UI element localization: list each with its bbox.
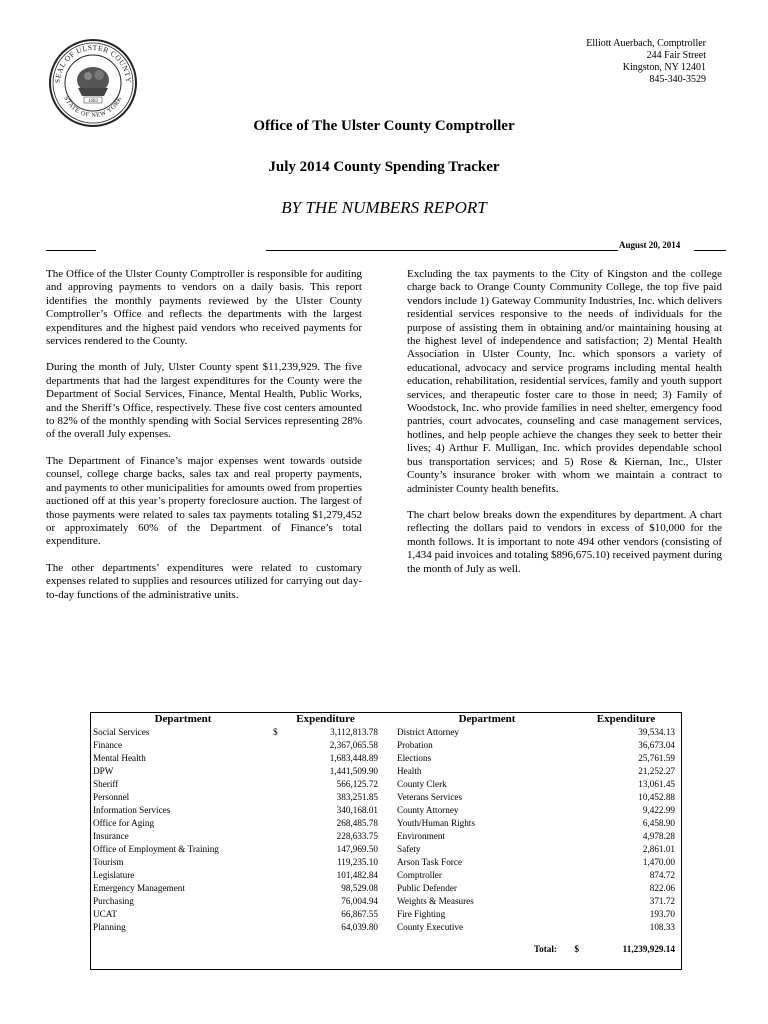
expenditure-cell: 371.72	[649, 896, 675, 906]
expenditure-table	[90, 712, 682, 970]
expenditure-cell: 1,441,509.90	[329, 766, 378, 776]
department-cell: Mental Health	[93, 753, 146, 763]
table-row	[397, 895, 675, 908]
office-title: Office of The Ulster County Comptroller	[253, 118, 515, 134]
expenditure-cell: 21,252.27	[638, 766, 675, 776]
expenditure-cell: 2,861.01	[642, 844, 675, 854]
table-row	[93, 869, 378, 882]
department-header: Department	[154, 713, 212, 725]
expenditure-cell: 566,125.72	[336, 779, 378, 789]
table-row	[397, 726, 675, 739]
paragraph: The Department of Finance’s major expenses went towards outside counsel, college charge backs, sales tax and real property payments, and payments to other municipalities for amounts owed from properties auctioned off at this year’s property foreclosure auction. The largest of those payments were related to sales tax payments totaling $1,279,452 or approximately 60% of the Department of Finance’s total expenditure.	[46, 454, 362, 548]
table-row	[397, 856, 675, 869]
expenditure-cell: 383,251.85	[336, 792, 378, 802]
table-row	[397, 843, 675, 856]
currency-cell	[273, 817, 285, 830]
expenditure-cell: 193.70	[649, 909, 675, 919]
expenditure-cell: 108.33	[649, 922, 675, 932]
expenditure-cell: 1,683,448.89	[329, 753, 378, 763]
table-right-half	[397, 713, 675, 934]
county-seal-logo	[48, 38, 138, 128]
expenditure-cell: 9,422.99	[642, 805, 675, 815]
currency-cell	[273, 869, 285, 882]
department-cell: Weights & Measures	[397, 896, 474, 906]
department-cell: Personnel	[93, 792, 130, 802]
currency-cell	[273, 830, 285, 843]
divider-line	[694, 250, 726, 251]
department-cell: DPW	[93, 766, 114, 776]
table-row	[93, 921, 378, 934]
currency-cell	[273, 765, 285, 778]
department-cell: Elections	[397, 753, 432, 763]
expenditure-cell: 10,452.88	[638, 792, 675, 802]
table-left-half	[93, 713, 378, 934]
department-cell: Environment	[397, 831, 445, 841]
table-row	[93, 791, 378, 804]
department-cell: UCAT	[93, 909, 117, 919]
address-line: Elliott Auerbach, Comptroller	[586, 38, 706, 49]
svg-text:1683: 1683	[88, 99, 98, 104]
report-title: BY THE NUMBERS REPORT	[281, 198, 487, 217]
table-row	[93, 765, 378, 778]
table-row	[93, 882, 378, 895]
table-row	[397, 791, 675, 804]
comptroller-address	[586, 38, 706, 86]
department-cell: Veterans Services	[397, 792, 463, 802]
table-row	[93, 908, 378, 921]
svg-text:SEAL OF ULSTER COUNTY: SEAL OF ULSTER COUNTY	[52, 42, 134, 84]
currency-cell: $	[273, 727, 278, 737]
currency-cell	[273, 739, 285, 752]
expenditure-cell: 3,112,813.78	[330, 727, 378, 737]
department-cell: County Attorney	[397, 805, 459, 815]
currency-cell	[273, 752, 285, 765]
department-cell: Probation	[397, 740, 433, 750]
total-row	[397, 943, 675, 956]
table-row	[397, 921, 675, 934]
currency-cell	[273, 791, 285, 804]
table-header	[397, 713, 675, 726]
address-line: Kingston, NY 12401	[622, 62, 706, 73]
table-row	[397, 908, 675, 921]
department-cell: Emergency Management	[93, 883, 185, 893]
table-row	[93, 726, 378, 739]
table-row	[93, 739, 378, 752]
currency-cell	[273, 895, 285, 908]
currency-cell	[273, 882, 285, 895]
department-cell: Public Defender	[397, 883, 457, 893]
department-cell: County Clerk	[397, 779, 447, 789]
department-cell: Social Services	[93, 727, 150, 737]
department-cell: Sheriff	[93, 779, 119, 789]
total-amount: 11,239,929.14	[622, 944, 675, 954]
expenditure-cell: 36,673.04	[638, 740, 675, 750]
expenditure-cell: 228,633.75	[336, 831, 378, 841]
department-cell: Purchasing	[93, 896, 134, 906]
department-cell: District Attorney	[397, 727, 460, 737]
department-cell: Comptroller	[397, 870, 442, 880]
currency-cell	[273, 804, 285, 817]
left-column	[46, 268, 362, 615]
department-cell: Planning	[93, 922, 126, 932]
table-row	[93, 895, 378, 908]
department-cell: Legislature	[93, 870, 135, 880]
department-cell: Office of Employment & Training	[93, 844, 219, 854]
department-cell: Arson Task Force	[397, 857, 463, 867]
table-row	[93, 817, 378, 830]
total-label: Total:	[533, 944, 557, 954]
expenditure-cell: 2,367,065.58	[329, 740, 378, 750]
table-row	[397, 765, 675, 778]
expenditure-cell: 13,061.45	[638, 779, 675, 789]
table-header	[93, 713, 378, 726]
expenditure-cell: 1,470.00	[642, 857, 675, 867]
table-row	[397, 817, 675, 830]
table-row	[397, 752, 675, 765]
expenditure-cell: 39,534.13	[638, 727, 675, 737]
expenditure-cell: 64,039.80	[341, 922, 378, 932]
tracker-title: July 2014 County Spending Tracker	[268, 159, 500, 175]
report-date: August 20, 2014	[619, 240, 681, 250]
currency-cell	[273, 908, 285, 921]
department-cell: Tourism	[93, 857, 124, 867]
table-row	[93, 830, 378, 843]
department-cell: County Executive	[397, 922, 464, 932]
table-row	[93, 778, 378, 791]
paragraph: Excluding the tax payments to the City of Kingston and the college charge back to Orange County Community College, the top five paid vendors include 1) Gateway Community Industries, Inc. which delivers residential services responsive to the needs of individuals for the purpose of assisting them in obtaining and/or maintaining housing at the highest level of independence and satisfaction; 2) Mental Health Association in Ulster County, Inc. which sponsors a variety of educational, advocacy and service programs including mental health education, rehabilitation, residential services, family and youth support services, and therapeutic foster care to those in need; 3) Family of Woodstock, Inc. who provide families in need shelter, emergency food pantries, court advocates, counseling and case management services, hotlines, and help people achieve the changes they seek to better their lives; 4) Arthur F. Mulligan, Inc. which provides dependable school bus transportation services; and 5) Rose & Kiernan, Inc., Ulster County’s insurance broker with whom we maintain a contract to administer County health benefits.	[407, 268, 722, 495]
expenditure-cell: 66,867.55	[341, 909, 378, 919]
expenditure-header: Expenditure	[596, 713, 656, 725]
expenditure-cell: 25,761.59	[638, 753, 675, 763]
paragraph: The chart below breaks down the expenditures by department. A chart reflecting the dollars paid to vendors in excess of $10,000 for the month follows. It is important to note 494 other vendors (consisting of 1,434 paid invoices and totaling $896,675.10) received payment during the month of July as well.	[407, 508, 722, 575]
expenditure-cell: 340,168.01	[336, 805, 378, 815]
department-cell: Health	[397, 766, 422, 776]
divider-line	[266, 250, 618, 251]
department-cell: Information Services	[93, 805, 171, 815]
currency-cell	[273, 856, 285, 869]
table-row	[93, 752, 378, 765]
table-row	[397, 804, 675, 817]
expenditure-cell: 4,978.28	[642, 831, 675, 841]
table-row	[397, 869, 675, 882]
department-cell: Youth/Human Rights	[397, 818, 475, 828]
table-row	[397, 830, 675, 843]
table-row	[93, 843, 378, 856]
address-line: 845-340-3529	[649, 74, 706, 85]
expenditure-cell: 76,004.94	[341, 896, 378, 906]
department-cell: Office for Aging	[93, 818, 155, 828]
right-column	[407, 268, 722, 589]
expenditure-cell: 874.72	[649, 870, 675, 880]
expenditure-cell: 101,482.84	[336, 870, 378, 880]
expenditure-cell: 119,235.10	[336, 857, 378, 867]
expenditure-header: Expenditure	[296, 713, 355, 725]
total-currency: $	[574, 944, 579, 954]
department-cell: Insurance	[93, 831, 129, 841]
table-row	[397, 739, 675, 752]
paragraph: The Office of the Ulster County Comptroller is responsible for auditing and approving payments to vendors on a daily basis. This report identifies the monthly payments reviewed by the Ulster County Comptroller’s Office and reflects the departments with the largest expenditures and the highest paid vendors who received payments for services rendered to the County.	[46, 268, 362, 348]
table-row	[397, 882, 675, 895]
currency-cell	[273, 921, 285, 934]
paragraph: During the month of July, Ulster County spent $11,239,929. The five departments that had the largest expenditures for the County were the Department of Social Services, Finance, Mental Health, Public Works, and the Sheriff’s Office, respectively. These five cost centers amounted to 82% of the monthly spending with Social Services representing 28% of the overall July expenses.	[46, 361, 362, 441]
currency-cell	[273, 843, 285, 856]
svg-text:STATE OF NEW YORK: STATE OF NEW YORK	[62, 95, 124, 120]
currency-cell	[273, 778, 285, 791]
department-cell: Finance	[93, 740, 123, 750]
table-row	[93, 856, 378, 869]
table-row	[93, 804, 378, 817]
expenditure-cell: 6,458.90	[642, 818, 675, 828]
paragraph: The other departments’ expenditures were related to customary expenses related to supplies and resources utilized for carrying out day-to-day functions of the administrative units.	[46, 561, 362, 601]
department-cell: Fire Fighting	[397, 909, 446, 919]
expenditure-cell: 98,529.08	[341, 883, 378, 893]
expenditure-cell: 822.06	[649, 883, 675, 893]
expenditure-cell: 147,969.50	[336, 844, 378, 854]
table-row	[397, 778, 675, 791]
department-cell: Safety	[397, 844, 421, 854]
expenditure-cell: 268,485.78	[336, 818, 378, 828]
divider-line	[46, 250, 96, 251]
address-line: 244 Fair Street	[646, 50, 706, 61]
department-header: Department	[458, 713, 516, 725]
